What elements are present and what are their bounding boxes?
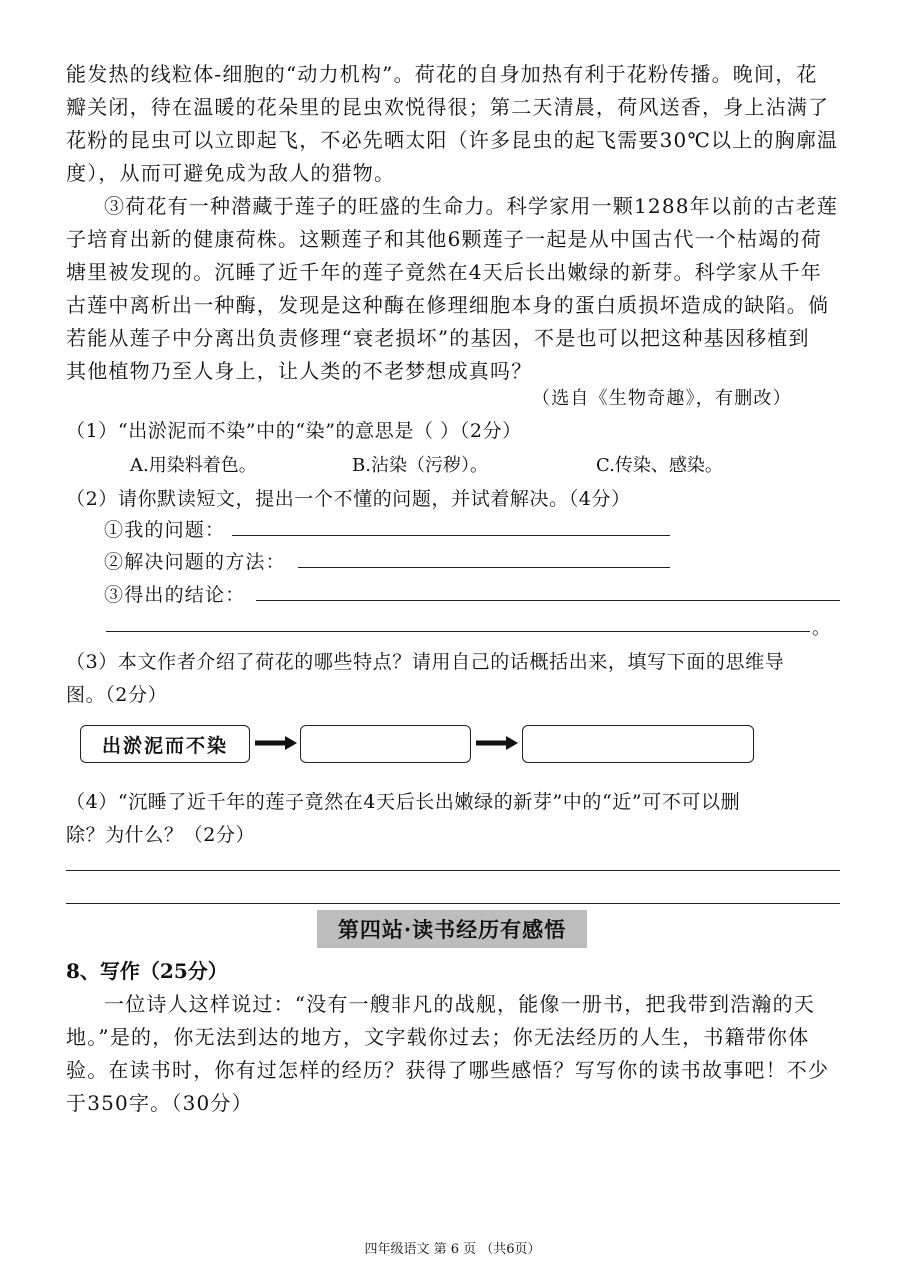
mindmap-box-2[interactable] [300,725,471,763]
arrow-right-icon [476,736,518,750]
passage-line: 其他植物乃至人身上，让人类的不老梦想成真吗？ [66,359,533,383]
question-3-line: （3）本文作者介绍了荷花的哪些特点？请用自己的话概括出来，填写下面的思维导 [66,651,785,673]
answer-line-method[interactable] [298,567,670,568]
arrow-right-icon [255,736,297,750]
writing-heading: 8、写作（25分） [66,959,228,983]
answer-line-conclusion[interactable] [256,600,840,601]
passage-line: ③荷花有一种潜藏于莲子的旺盛的生命力。科学家用一颗1288年以前的古老莲 [104,194,839,218]
question-2-item-1: ①我的问题： [104,519,226,541]
writing-line: 于350字。（30分） [66,1091,253,1115]
writing-line: 验。在读书时，你有过怎样的经历？获得了哪些感悟？写写你的读书故事吧！不少 [66,1058,830,1082]
mindmap-box-1 [80,725,250,763]
passage-line: 花粉的昆虫可以立即起飞，不必先晒太阳（许多昆虫的起飞需要30℃以上的胸廓温 [66,128,839,152]
question-4-line: 除？为什么？（2分） [66,824,256,846]
question-2-stem: （2）请你默读短文，提出一个不懂的问题，并试着解决。（4分） [66,488,631,510]
question-4-line: （4）“沉睡了近千年的莲子竟然在4天后长出嫩绿的新芽”中的“近”可不可以删 [66,791,741,813]
passage-line: 瓣关闭，待在温暖的花朵里的昆虫欢悦得很；第二天清晨，荷风送香，身上沾满了 [66,95,830,119]
question-1-stem: （1）“出淤泥而不染”中的“染”的意思是（ ）（2分） [66,420,522,442]
mindmap-box-1-label: 出淤泥而不染 [101,734,228,757]
passage-line: 子培育出新的健康荷株。这颗莲子和其他6颗莲子一起是从中国古代一个枯竭的荷 [66,227,822,251]
answer-line-conclusion-2[interactable] [106,631,810,632]
question-2-item-2: ②解决问题的方法： [104,551,286,573]
passage-line: 度），从而可避免成为敌人的猎物。 [66,161,396,185]
section-title: 第四站·读书经历有感悟 [317,910,587,948]
passage-line: 塘里被发现的。沉睡了近千年的莲子竟然在4天后长出嫩绿的新芽。科学家从千年 [66,260,822,284]
passage-line: 古莲中离析出一种酶，发现是这种酶在修理细胞本身的蛋白质损坏造成的缺陷。倘 [66,293,830,317]
page-footer: 四年级语文 第 6 页 （共6页） [364,1242,541,1257]
answer-line-q4-1[interactable] [66,870,840,871]
mindmap-box-3[interactable] [522,725,754,763]
writing-line: 地。”是的，你无法到达的地方，文字载你过去；你无法经历的人生，书籍带你体 [66,1025,810,1049]
passage-source: （选自《生物奇趣》，有删改） [532,388,792,409]
passage-line: 能发热的线粒体-细胞的“动力机构”。荷花的自身加热有利于花粉传播。晚间，花 [66,62,818,86]
question-1-option-c[interactable]: C.传染、感染。 [596,455,723,476]
passage-line: 若能从莲子中分离出负责修理“衰老损坏”的基因，不是也可以把这种基因移植到 [66,326,810,350]
conclusion-end-mark: 。 [812,618,832,639]
question-1-option-b[interactable]: B.沾染（污秽）。 [352,455,488,476]
question-2-item-3: ③得出的结论： [104,584,246,606]
answer-line-q4-2[interactable] [66,903,840,904]
question-1-option-a[interactable]: A.用染料着色。 [130,455,257,476]
answer-line-question[interactable] [232,535,670,536]
question-3-line: 图。（2分） [66,684,168,706]
writing-line: 一位诗人这样说过：“没有一艘非凡的战舰，能像一册书，把我带到浩瀚的天 [104,992,816,1016]
